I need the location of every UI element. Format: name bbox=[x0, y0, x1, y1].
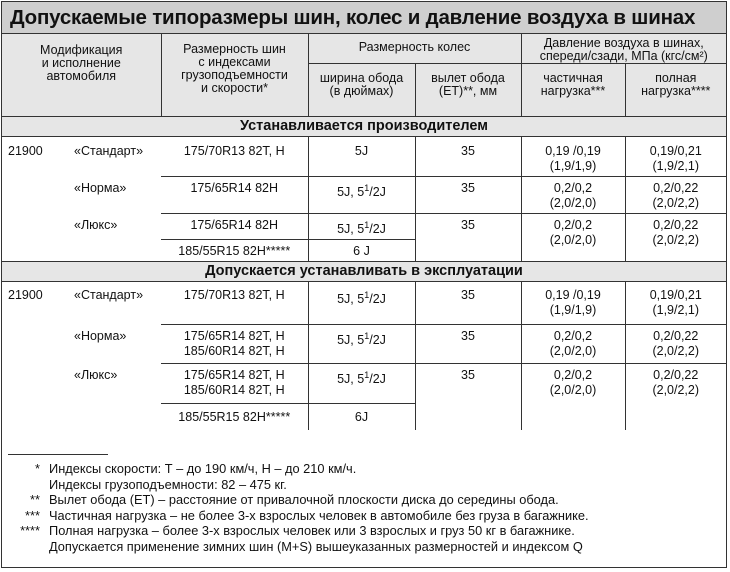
full-pressure: 0,2/0,22 (2,0/2,2) bbox=[652, 368, 700, 397]
rim-offset: 35 bbox=[415, 214, 521, 262]
footnote: * Индексы скорости: Т – до 190 км/ч, Н – до 210 км/ч. bbox=[35, 461, 357, 476]
partial-pressure: 0,2/0,2 (2,0/2,0) bbox=[521, 177, 625, 214]
header-rim-width: ширина обода (в дюймах) bbox=[308, 64, 415, 117]
header-wheel-size: Размерность колес bbox=[308, 34, 521, 64]
tire-size: 185/55R15 82H***** bbox=[161, 240, 308, 262]
partial-pressure: 0,19 /0,19 (1,9/1,9) bbox=[521, 282, 625, 325]
footnote: Индексы грузоподъемности: 82 – 475 кг. bbox=[49, 476, 287, 492]
rim-width: 5J, $5^1/2J$ bbox=[308, 177, 415, 214]
partial-pressure: 0,2/0,2 (2,0/2,0) bbox=[521, 214, 625, 262]
table-row bbox=[2, 177, 726, 214]
partial-pressure: 0,2/0,2 (2,0/2,0) bbox=[521, 325, 625, 364]
header-tire-size: Размерность шин с индексами грузоподъемности и скорости* bbox=[161, 34, 308, 117]
rim-width: 6J bbox=[308, 404, 415, 430]
model-code: 21900 bbox=[8, 144, 43, 158]
trim-name: «Люкс» bbox=[74, 367, 118, 382]
table-row bbox=[2, 214, 726, 240]
table-row bbox=[2, 282, 726, 325]
tire-table bbox=[2, 34, 726, 430]
full-pressure: 0,19/0,21 (1,9/2,1) bbox=[625, 282, 726, 325]
full-pressure: 0,19/0,21 (1,9/2,1) bbox=[625, 137, 726, 177]
tire-size: 175/65R14 82T, H 185/60R14 82T, H bbox=[161, 325, 308, 364]
partial-pressure: 0,2/0,2 (2,0/2,0) bbox=[521, 364, 625, 430]
tire-size: 175/70R13 82T, H bbox=[161, 137, 308, 177]
full-pressure: 0,2/0,22 (2,0/2,2) bbox=[625, 177, 726, 214]
header-pressure: Давление воздуха в шинах, спереди/сзади, МПа (кгс/см²) bbox=[521, 34, 726, 64]
trim-name: «Стандарт» bbox=[74, 288, 144, 302]
footnote: *** Частичная нагрузка – не более 3-х взрослых человек в автомобиле без груза в багажнике. bbox=[25, 507, 589, 523]
header-modification: Модификация и исполнение автомобиля bbox=[2, 34, 161, 117]
footnote: **** Полная нагрузка – более 3-х взрослых человек или 3 взрослых и груз 50 кг в багажнике. bbox=[20, 523, 575, 538]
rim-offset: 35 bbox=[415, 364, 521, 430]
header-full-load: полная нагрузка**** bbox=[625, 64, 726, 117]
table-row bbox=[2, 137, 726, 177]
rim-width: 5J, $5^1/2J$ bbox=[308, 282, 415, 325]
rim-width: 5J, $5^1/2J$ bbox=[308, 364, 415, 404]
tire-size: 175/70R13 82T, H bbox=[161, 282, 308, 325]
tire-size: 175/65R14 82T, H 185/60R14 82T, H bbox=[161, 364, 308, 404]
full-pressure: 0,2/0,22 (2,0/2,2) bbox=[652, 218, 700, 247]
page-title: Допускаемые типоразмеры шин, колес и давление воздуха в шинах bbox=[2, 2, 726, 34]
header-partial-load: частичная нагрузка*** bbox=[521, 64, 625, 117]
rim-offset: 35 bbox=[415, 282, 521, 325]
rim-offset: 35 bbox=[415, 137, 521, 177]
trim-name: «Норма» bbox=[74, 180, 127, 195]
trim-name: «Люкс» bbox=[74, 217, 118, 232]
rim-offset: 35 bbox=[415, 325, 521, 364]
tire-size: 185/55R15 82H***** bbox=[161, 404, 308, 430]
footnote-divider bbox=[8, 454, 108, 455]
rim-width: 6 J bbox=[308, 240, 415, 262]
table-row bbox=[2, 325, 726, 364]
section-title: Устанавливается производителем bbox=[2, 117, 726, 137]
footnote: ** Вылет обода (ЕТ) – расстояние от привалочной плоскости диска до середины обода. bbox=[30, 492, 559, 507]
rim-width: 5J, $5^1/2J$ bbox=[308, 214, 415, 240]
tire-size: 175/65R14 82H bbox=[161, 177, 308, 214]
footnote: Допускается применение зимних шин (M+S) вышеуказанных размерностей и индексом Q bbox=[49, 538, 583, 554]
partial-pressure: 0,19 /0,19 (1,9/1,9) bbox=[521, 137, 625, 177]
full-pressure: 0,2/0,22 (2,0/2,2) bbox=[625, 325, 726, 364]
trim-name: «Стандарт» bbox=[74, 144, 144, 158]
tire-specs-page bbox=[1, 1, 727, 568]
header-offset: вылет обода (ET)**, мм bbox=[415, 64, 521, 117]
trim-name: «Норма» bbox=[74, 328, 127, 343]
model-code: 21900 bbox=[8, 288, 43, 302]
tire-size: 175/65R14 82H bbox=[161, 214, 308, 240]
section-title: Допускается устанавливать в эксплуатации bbox=[2, 262, 726, 282]
rim-offset: 35 bbox=[415, 177, 521, 214]
footnotes bbox=[2, 455, 726, 554]
table-row bbox=[2, 364, 726, 404]
rim-width: 5J, $5^1/2J$ bbox=[308, 325, 415, 364]
rim-width: 5J bbox=[308, 137, 415, 177]
